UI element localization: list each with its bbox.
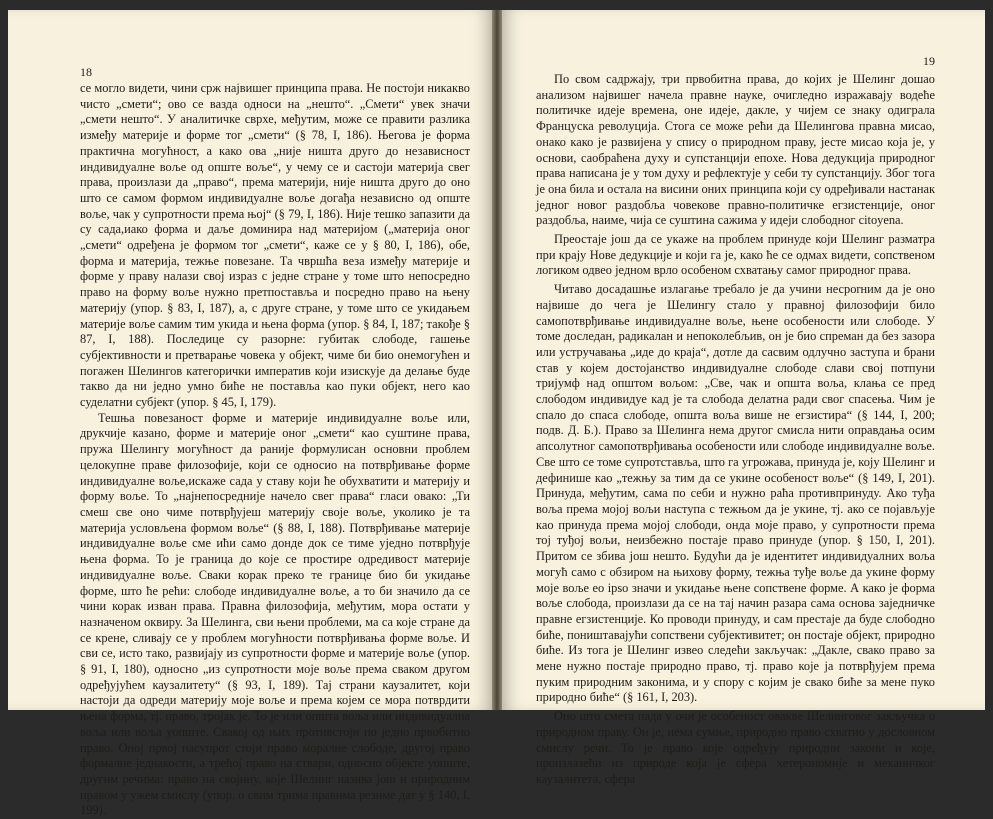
- paragraph: Читаво досадашње излагање требало је да учини несporним да је оно највише до чега је Шелингу стало у правној филозофији било самопотврђивање индивидуалне воље, њене особености или слободе. У томе доследан, радикалан и непоколебљив, он је био спреман да без зазора или устручавања „иде до краја“, дотле да сасвим одлучно заступа и брани став у којем достојанство индивидуалне слободе слави свој потпуни тријумф над општом вољом: „Све, чак и општа воља, клања се пред слободом индивидуе кад је та слобода делатна ради свог спасења. Чим је спало до спаса слободе, општа воља више не егзистира“ (§ 144, I, 200; подв. Д. Б.). Право за Шелинга нема другог смисла нити оправдања осим апсолутног самопотврђивања особености или слободе индивидуалне воље. Све што се томе супротставља, што га угрожава, принуда је, коју Шелинг и дефинише као „тежњу за тим да се укине особеност воље“ (§ 149, I, 201). Принуда, међутим, сама по себи и нужно раћа противпринуду. Ако туђа воља према мојој вољи наступа с тежњом да је укине, тј. ако се појављује као принуда према мојој слободи, онда моје право, у супротности према тој туђој вољи, неизбежно постаје право принуде (упор. § 150, I, 201). Притом се збива још нешто. Будући да је идентитет индивидуалних воља могућ само с обзиром на њихову форму, тежња туђе воље да укине форму моје воље eo ipso значи и укидање њене сопствене форме. А како је форма воље слобода, произлази да се на тај начин разара сама основа заједничке правне егзистенције. Ко проводи принуду, и сам престаје да буде слободно биће, поништавајући сопствени субјективитет; он постаје објект, природно биће. Из тога је Шелинг извео следећи закључак: „Дакле, свако право за мене нужно постаје природно право, тј. право које ја потврђујем према пуким природним законима, и у спору с којим је свако биће за мене пуко природно биће“ (§ 161, I, 203).: [536, 282, 935, 705]
- page-number-left: 18: [80, 65, 92, 79]
- paragraph: Тешња повезаност форме и материје индивидуалне воље или, друкчије казано, форме и материје оног „смети“ као суштине права, пружа Шелингу могућност да раније формулисан основни проблем целокупне праве филозофије, који се односио на потврђивање форме индивидуалне воље,искаже сада у ставу који ће обухватити и материју и форму воље. То „најнепосредније начело свег права“ гласи овако: „Ти смеш све оно чиме потврђујеш материју своје воље, уколико је та материја условљена формом воље“ (§ 88, I, 188). Потврђивање материје индивидуалне воље сме ићи само донде док се тиме уједно потврђује њена форма. То је граница до које се простире одредивост материје индивидуалне воље. Сваки корак преко те границе био би укидање форме, што ће рећи: слободе индивидуалне воље, а то би значило да се чини корак изван права. Правна филозофија, међутим, мора остати у назначеном оквиру. За Шелинга, сви њени проблеми, ма са које стране да се крене, сливају се у проблем могућности потврђивања форме воље. И сви се, исто тако, развијају из супротности форме и материје воље (упор. § 91, I, 180), односно „из супротности моје воље према сваком другом одређујућем каузалитету“ (§ 93, I, 189). Тај страни каузалитет, који настоји да одреди материју моје воље и према којем се мора потврдити њена форма, тј. право, тројак је. То је или општа воља или индивидуална воља или воља уопште. Свакој од њих противстоји по једно првобитно право. Оној првој насупрот стоји право моралне слободе, другој право формалне једнакости, а трећој право на ствари, односно објекте уопште, другим речима: право на својину, које Шелинг назива још и природним правом у ужем смислу (упор. о свим трима правима резиме дат у § 140, I, 199).: [80, 410, 470, 818]
- page-number-right: 19: [923, 54, 935, 68]
- book-gutter: [492, 10, 502, 710]
- right-page: [502, 10, 985, 786]
- paragraph: Оно што смета пада у очи је особеност овакве Шелинговог закључка о природном праву. Он је, нема сумње, природно право схватио у дословном смислу речи. То је право које одређују природни закони и које, произлазећи из природе која је сфера хетерономије и механичког каузалитета, сфера: [536, 709, 935, 786]
- left-page: [8, 10, 492, 818]
- left-page-text: [80, 81, 470, 819]
- paragraph: Преостаје још да се укаже на проблем принуде који Шелинг разматра при крају Нове дедукције и који га је, како ће се одмах видети, сопственом логиком одвео једном врло особеном схватању самог природног права.: [536, 232, 935, 278]
- right-page-text: [536, 72, 935, 788]
- paragraph: се могло видети, чини срж највишег принципа права. Не постоји никакво чисто „смети“; ово се вазда односи на „нешто“. „Смети“ увек значи „смети нешто“. У аналитичке сврхе, међутим, може се правити разлика између материје и форме тог „смети“ (§ 78, I, 186). Његова је форма практична могућност, а како ова „није ништа друго до независност индивидуалне воље од опште воље“, у чему се и састоји материја свег права, произлази да „право“, према материји, није ништа друго до оно што се самом формом индивидуалне воље догађа независно од опште воље, чак у супротности према њој“ (§ 79, I, 186). Није тешко запазити да су сада,иако форма и даље доминира над материјом („материја оног „смети“ одређена је формом тог „смети“, каже се у § 80, I, 186), обе, форма и материја, тежње повезане. Та чвршћа веза између материје и форме у праву налази свој израз с једне стране у томе што непосредно право на форму воље нужно претпоставља и посредно право на њену материју (упор. § 83, I, 187), а, с друге стране, у томе што се укидањем материје воље самим тим укида и њена форма (упор. § 84, I, 187; такође § 87, I, 188). Последице су разорне: губитак слободе, гашење субјективности и претварање човека у објект, чиме би био онемогућен и погажен Шелингов категорички императив који изискује да делање буде такво да ни једно умно биће не поставља као пуки објект, него као суделатни субјект (упор. § 45, I, 179).: [80, 81, 470, 410]
- paragraph: По свом садржају, три првобитна права, до којих је Шелинг дошао анализом највишег начела правне науке, очигледно изражавају водеће политичке идеје времена, оне идеје, дакле, у чијем се знаку одиграла Француска револуција. Стога се може рећи да Шелингова правна мисао, онако како је развијена у спису о природном праву, јесте мисао која је, у основи, саобраћена духу и супстанцији епохе. Нова дедукција природног права написана је у том духу и рефлектује у себи ту супстанцију. Због тога је она била и остала на висини оних принципа који су одређивали настанак једног новог раздобља човекове правно-политичке егзистенције, оног раздобља, наиме, чија се суштина сажима у идеји слободног citoyena.: [536, 72, 935, 228]
